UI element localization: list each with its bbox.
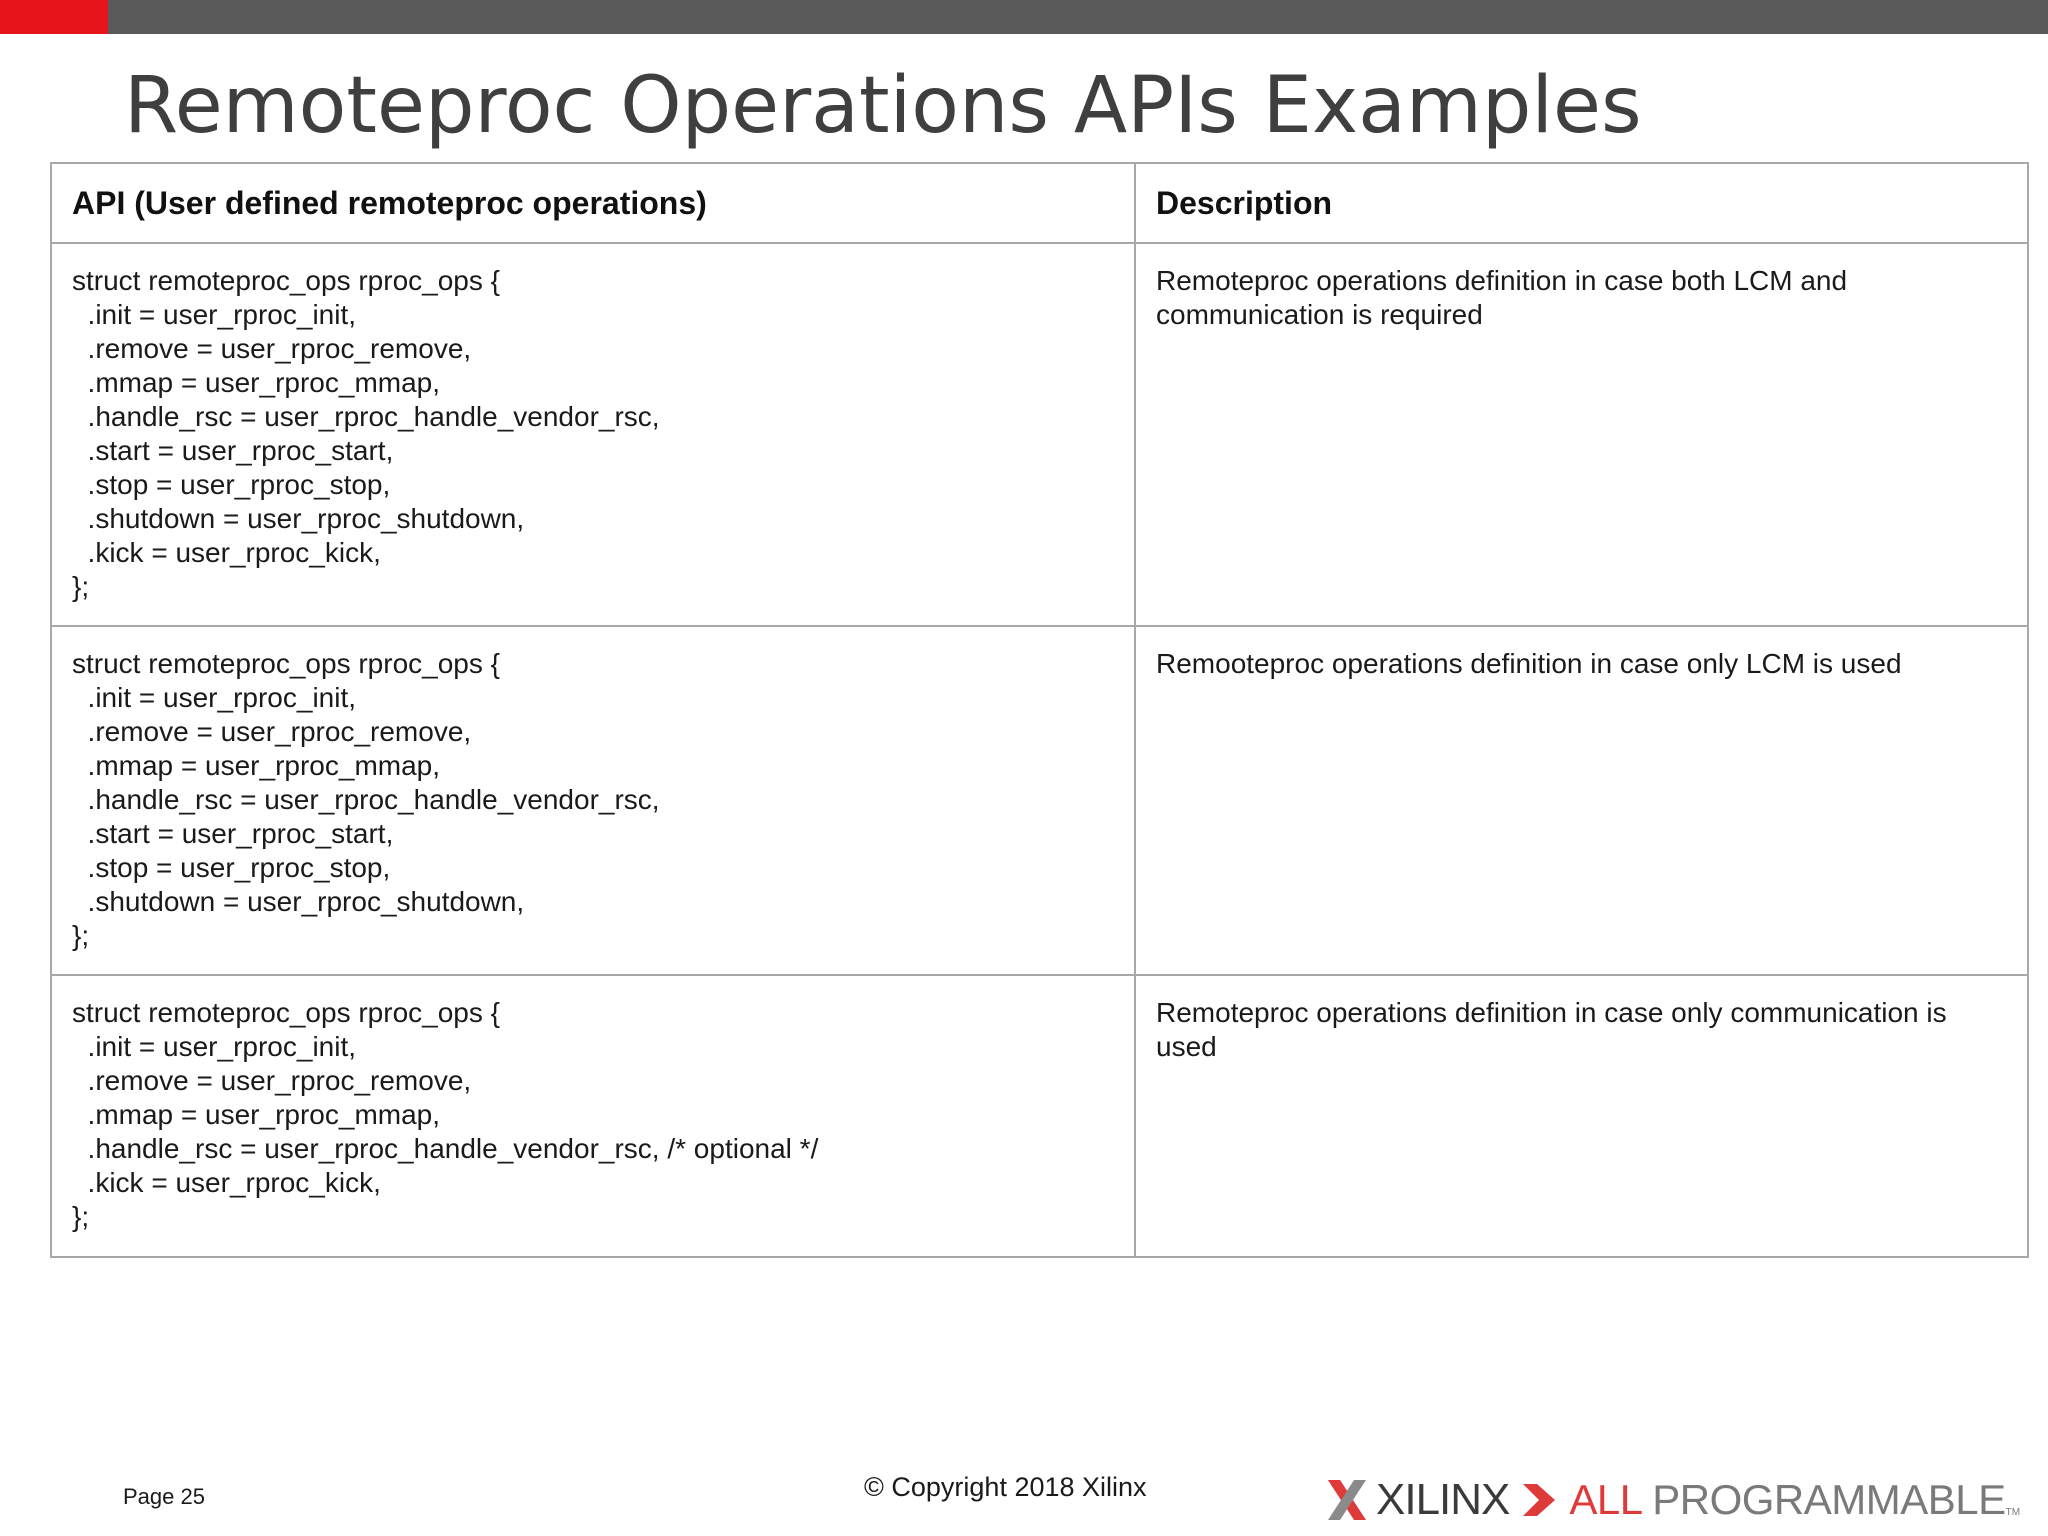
- api-code-cell: [51, 975, 1135, 1257]
- code-line: struct remoteproc_ops rproc_ops {: [72, 997, 500, 1028]
- description-cell: [1135, 975, 2028, 1257]
- description-text: Remoteproc operations definition in case both LCM and communication is required: [1156, 265, 1848, 330]
- code-line: .shutdown = user_rproc_shutdown,: [72, 503, 525, 534]
- code-line: .start = user_rproc_start,: [72, 818, 394, 849]
- code-line: .init = user_rproc_init,: [72, 299, 357, 330]
- code-line: .handle_rsc = user_rproc_handle_vendor_rsc, /* optional */: [72, 1133, 819, 1164]
- api-table-container: [50, 162, 2027, 1258]
- table-row: [51, 975, 2028, 1257]
- slide-title: Remoteproc Operations APIs Examples: [124, 61, 1642, 151]
- xilinx-logo-icon: [1326, 1478, 1368, 1522]
- code-line: .handle_rsc = user_rproc_handle_vendor_rsc,: [72, 401, 660, 432]
- code-line: };: [72, 1201, 90, 1232]
- api-code-cell: [51, 626, 1135, 975]
- description-column-header: Description: [1135, 163, 2028, 243]
- description-text: Remoteproc operations definition in case only communication is used: [1156, 997, 1947, 1062]
- table-header-row: [51, 163, 2028, 243]
- code-line: .start = user_rproc_start,: [72, 435, 394, 466]
- table-row: [51, 243, 2028, 626]
- logo-wordmark: XILINX: [1376, 1475, 1510, 1524]
- code-line: };: [72, 920, 90, 951]
- api-table: [50, 162, 2029, 1258]
- code-line: struct remoteproc_ops rproc_ops {: [72, 648, 500, 679]
- page-number: Page 25: [123, 1484, 205, 1509]
- code-line: .mmap = user_rproc_mmap,: [72, 367, 441, 398]
- logo-tagline-all: ALL: [1569, 1476, 1642, 1523]
- top-accent-block: [0, 0, 108, 34]
- code-line: .stop = user_rproc_stop,: [72, 469, 391, 500]
- logo-tagline: [1569, 1476, 2005, 1524]
- code-line: .kick = user_rproc_kick,: [72, 537, 381, 568]
- xilinx-logo: [1326, 1472, 2020, 1528]
- description-cell: [1135, 243, 2028, 626]
- api-code-cell: [51, 243, 1135, 626]
- code-line: struct remoteproc_ops rproc_ops {: [72, 265, 500, 296]
- code-line: .remove = user_rproc_remove,: [72, 333, 472, 364]
- code-line: .handle_rsc = user_rproc_handle_vendor_rsc,: [72, 784, 660, 815]
- code-line: .shutdown = user_rproc_shutdown,: [72, 886, 525, 917]
- chevron-right-icon: [1523, 1482, 1555, 1518]
- description-cell: [1135, 626, 2028, 975]
- description-text: Remooteproc operations definition in case only LCM is used: [1156, 648, 1902, 679]
- code-line: .remove = user_rproc_remove,: [72, 716, 472, 747]
- api-column-header: API (User defined remoteproc operations): [51, 163, 1135, 243]
- code-line: .init = user_rproc_init,: [72, 1031, 357, 1062]
- code-line: };: [72, 571, 90, 602]
- logo-trademark: TM: [2005, 1507, 2021, 1518]
- code-line: .init = user_rproc_init,: [72, 682, 357, 713]
- code-line: .stop = user_rproc_stop,: [72, 852, 391, 883]
- top-bar: [0, 0, 2048, 34]
- copyright-notice: © Copyright 2018 Xilinx: [864, 1472, 1147, 1502]
- logo-tagline-programmable: PROGRAMMABLE: [1641, 1476, 2006, 1523]
- table-row: [51, 626, 2028, 975]
- code-line: .remove = user_rproc_remove,: [72, 1065, 472, 1096]
- code-line: .mmap = user_rproc_mmap,: [72, 1099, 441, 1130]
- code-line: .kick = user_rproc_kick,: [72, 1167, 381, 1198]
- code-line: .mmap = user_rproc_mmap,: [72, 750, 441, 781]
